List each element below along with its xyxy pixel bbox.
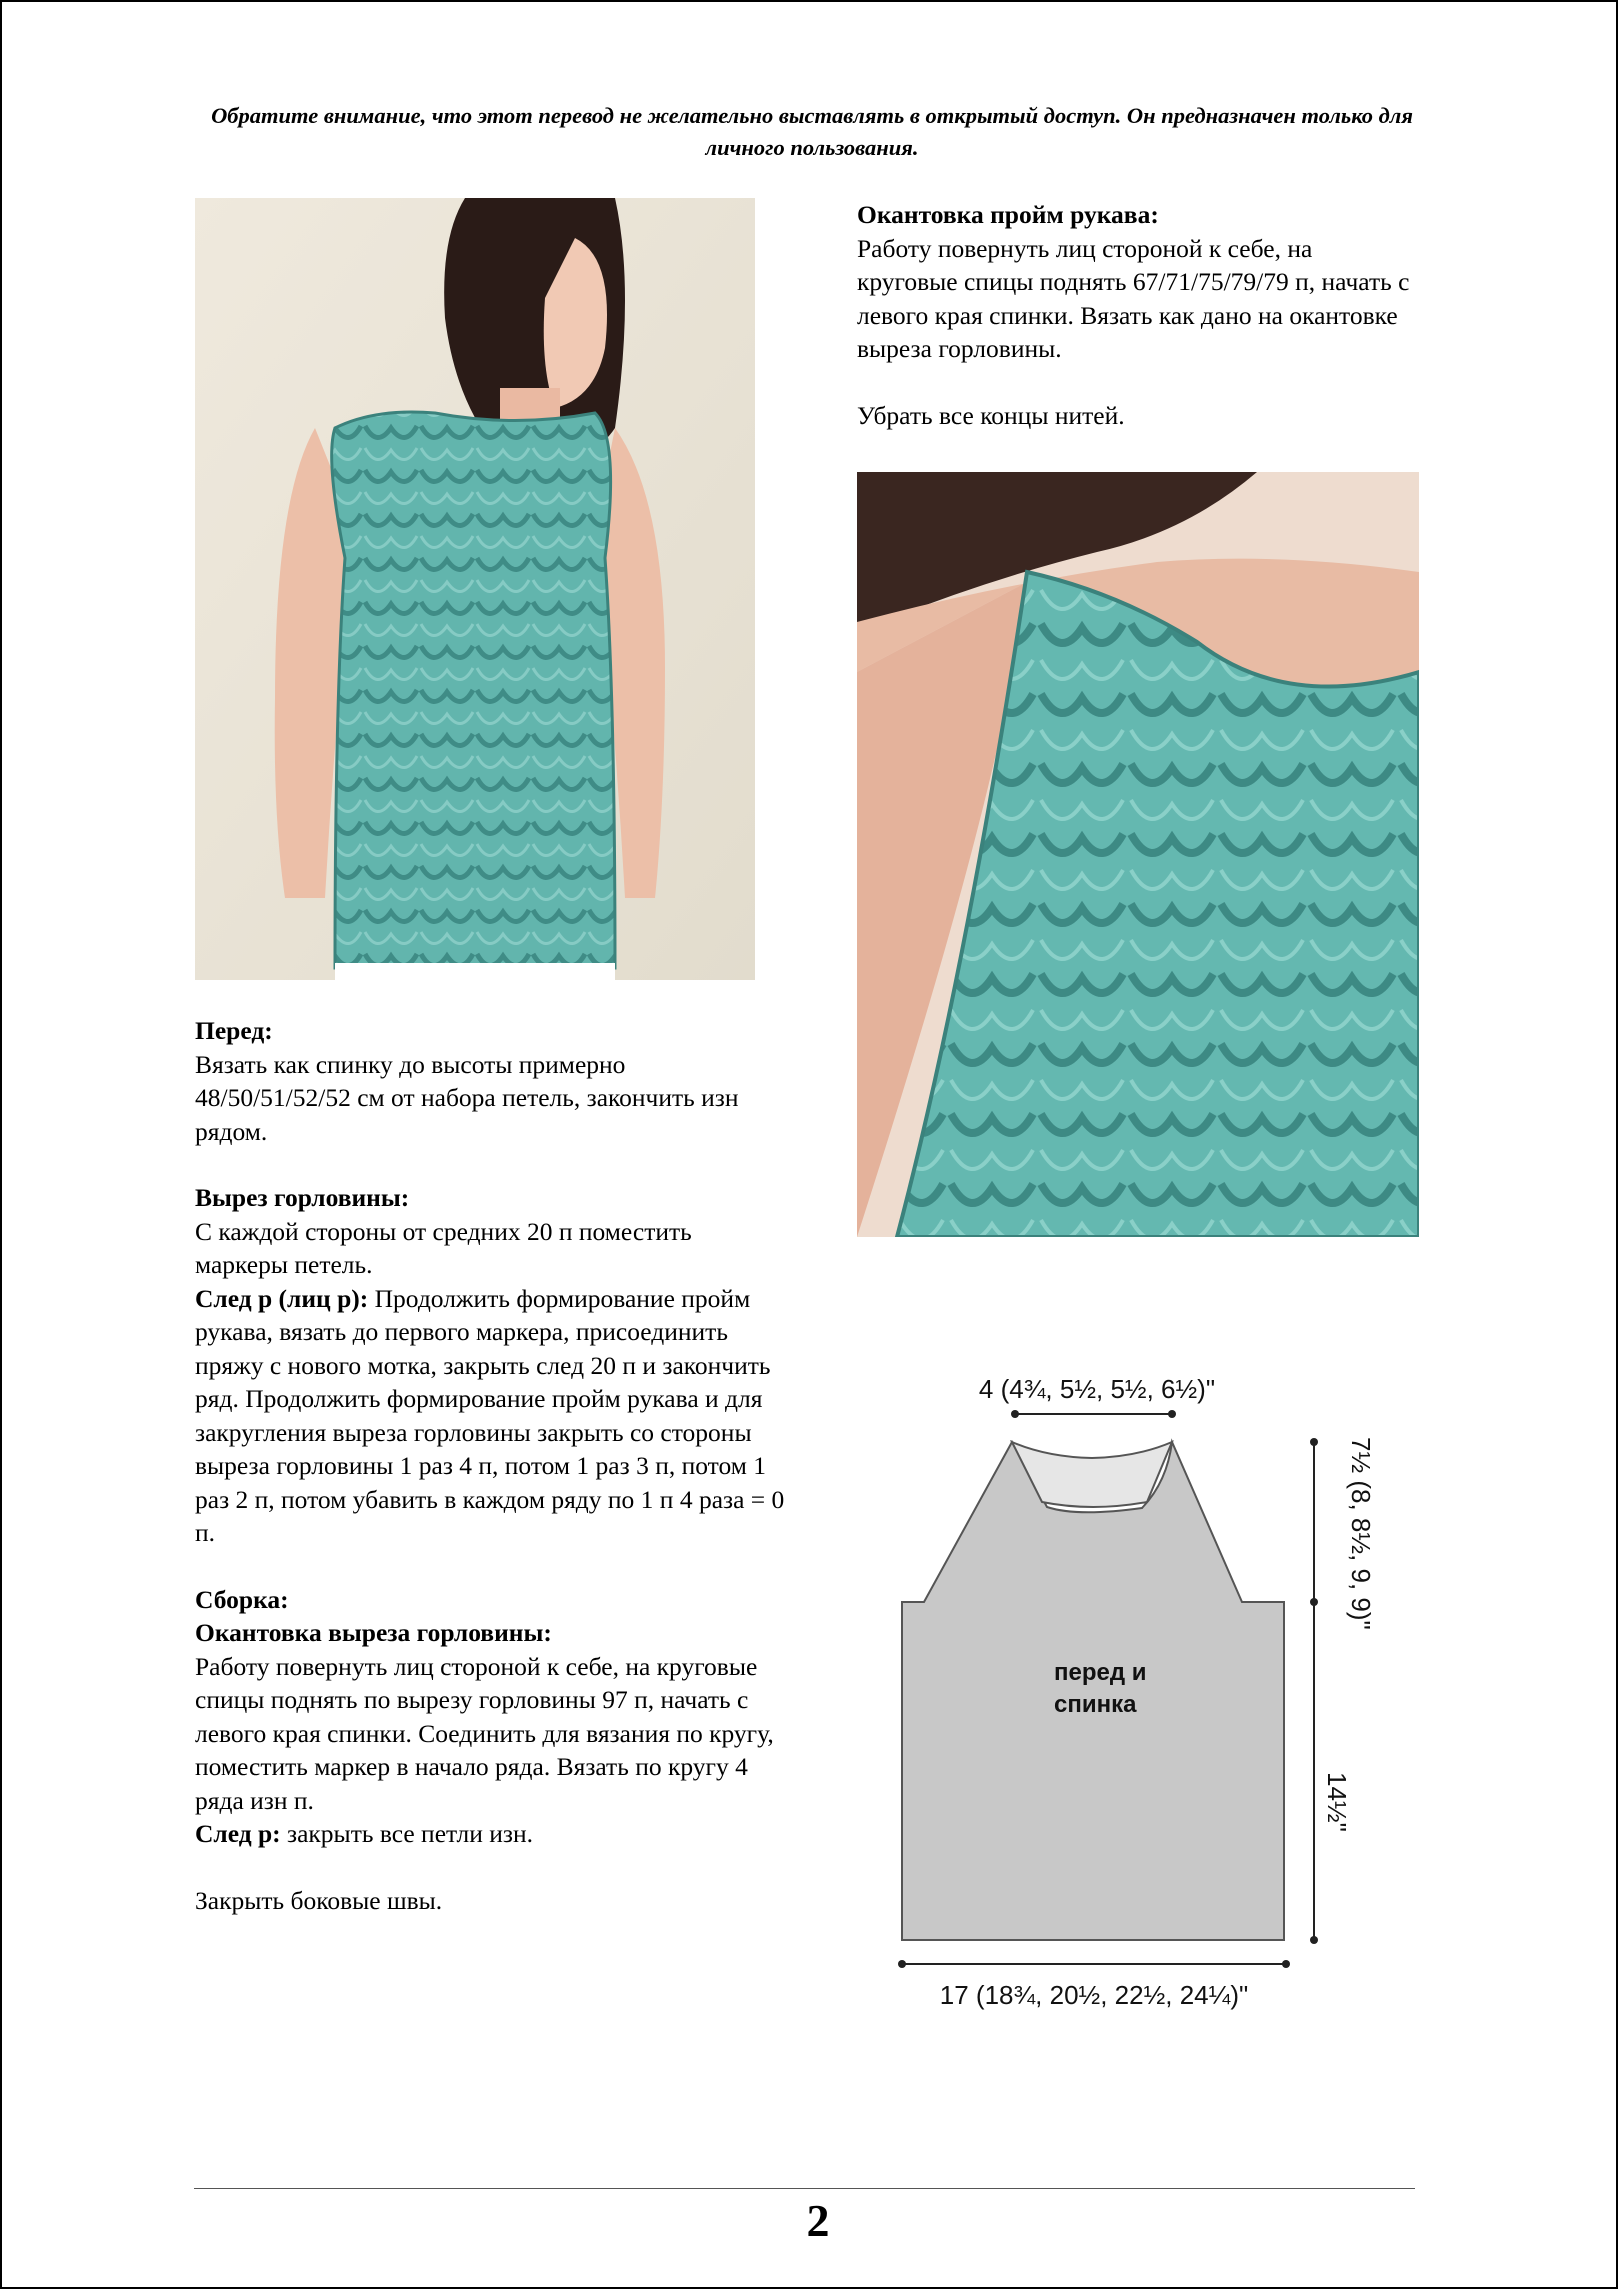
top-width-dot-right bbox=[1168, 1410, 1176, 1418]
height-dot-top bbox=[1310, 1438, 1318, 1446]
neckband-heading: Окантовка выреза горловины: bbox=[195, 1618, 552, 1647]
next-row-label: След р (лиц р): bbox=[195, 1283, 369, 1313]
piece-label-line2: спинка bbox=[1054, 1691, 1137, 1718]
left-text-column bbox=[195, 1014, 785, 1917]
armhole-depth-label: 7½ (8, 8½, 9, 9)" bbox=[1346, 1437, 1376, 1630]
right-text-column bbox=[857, 198, 1417, 432]
back-view-illustration bbox=[195, 198, 755, 980]
bottom-width-dot-right bbox=[1282, 1960, 1290, 1968]
neck-heading: Вырез горловины: bbox=[195, 1183, 410, 1212]
back-view-photo bbox=[195, 198, 755, 980]
armhole-heading: Окантовка пройм рукава: bbox=[857, 200, 1159, 229]
closeup-photo bbox=[857, 472, 1419, 1237]
page-number: 2 bbox=[806, 2195, 830, 2246]
neckband-text: Работу повернуть лиц стороной к себе, на круговые спицы поднять по вырезу горловины 97 п, начать с левого края спинки. Соединить для вязания по кругу, поместить маркер в начало ряда. Вязать по кругу 4 ряда изн п. bbox=[195, 1651, 774, 1815]
final-row-label: След р: bbox=[195, 1819, 281, 1848]
armhole-text: Работу повернуть лиц стороной к себе, на круговые спицы поднять 67/71/75/79/79 п, начать с левого края спинки. Вязать как дано на окантовке выреза горловины. bbox=[857, 233, 1410, 363]
side-seams-text: Закрыть боковые швы. bbox=[195, 1885, 443, 1915]
front-text: Вязать как спинку до высоты примерно 48/50/51/52/52 см от набора петель, закончить изн рядом. bbox=[195, 1049, 739, 1146]
bottom-width-dot-left bbox=[898, 1960, 906, 1968]
privacy-notice: Обратите внимание, что этот перевод не желательно выставлять в открытый доступ. Он предназначен только для личного пользования. bbox=[211, 103, 1413, 160]
height-dot-bottom bbox=[1310, 1936, 1318, 1944]
height-dot-mid bbox=[1310, 1598, 1318, 1606]
finish-text: Убрать все концы нитей. bbox=[857, 400, 1125, 430]
assembly-heading: Сборка: bbox=[195, 1584, 289, 1614]
closeup-illustration bbox=[857, 472, 1419, 1237]
top-width-label: 4 (4¾, 5½, 5½, 6½)" bbox=[978, 1374, 1216, 1404]
piece-label-line1: перед и bbox=[1054, 1659, 1147, 1686]
front-heading: Перед: bbox=[195, 1016, 273, 1045]
next-row-text: Продолжить формирование пройм рукава, вязать до первого маркера, присоединить пряжу с нового мотка, закрыть след 20 п и закончить ряд. Продолжить формирование пройм рукава и для закругления выреза горловины закрыть со стороны выреза горловины 1 раз 4 п, потом 1 раз 3 п, потом 1 раз 2 п, потом убавить в каждом ряду по 1 п 4 раза = 0 п. bbox=[195, 1283, 785, 1547]
neck-text: С каждой стороны от средних 20 п поместить маркеры петель. bbox=[195, 1216, 692, 1279]
top-width-dot-left bbox=[1011, 1410, 1019, 1418]
schematic-diagram bbox=[882, 1362, 1402, 2022]
body-length-label: 14½" bbox=[1322, 1772, 1352, 1832]
bottom-width-label: 17 (18¾, 20½, 22½, 24¼)" bbox=[939, 1980, 1249, 2010]
final-row-text: закрыть все петли изн. bbox=[287, 1819, 534, 1848]
footer-divider bbox=[194, 2188, 1415, 2189]
